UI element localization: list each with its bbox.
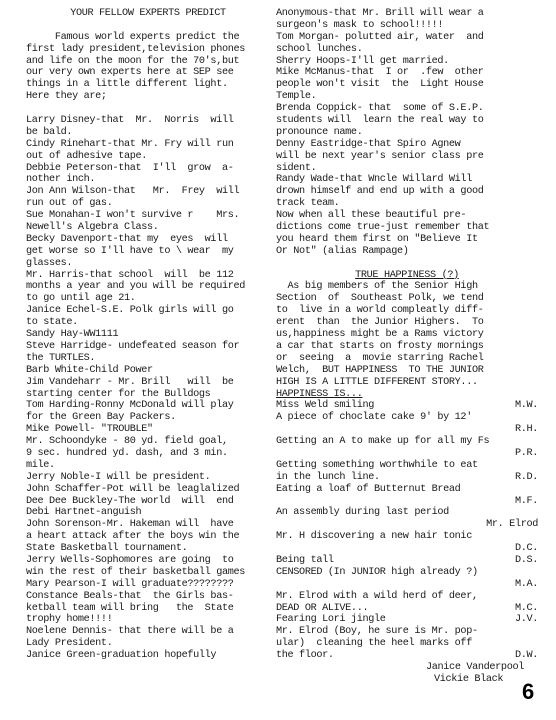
prediction-line: John Schaffer-Pot will be leaglalized — [26, 483, 240, 495]
right-column — [276, 8, 538, 686]
prediction-line: Janice Echel-S.E. Polk girls will go — [26, 305, 234, 317]
intro-line: Famous world experts predict the — [26, 31, 240, 43]
happiness-item-initials: R.D. — [514, 471, 538, 483]
happiness-intro-line: HIGH IS A LITTLE DIFFERENT STORY... — [276, 376, 478, 388]
prediction-line: Sue Monahan-I won't survive r Mrs. — [26, 210, 240, 222]
prediction-line: Mr. Harris-that school will be 112 — [26, 269, 234, 281]
happiness-item-initials: M.F. — [514, 495, 538, 507]
prediction-line: Noelene Dennis- that there will be a — [26, 626, 234, 638]
happiness-item-initials: P.R. — [514, 447, 538, 459]
intro-paragraph — [26, 32, 270, 103]
prediction-line: Anonymous-that Mr. Brill will wear a — [276, 8, 484, 19]
spacer — [276, 258, 538, 270]
prediction-line: track team. — [276, 198, 340, 210]
prediction-line: pronounce name. — [276, 126, 363, 138]
prediction-line: Cindy Rinehart-that Mr. Fry will run — [26, 138, 234, 150]
happiness-item — [276, 543, 538, 555]
prediction-line: drown himself and end up with a good — [276, 186, 484, 198]
prediction-line: Janice Green-graduation hopefully — [26, 650, 217, 662]
happiness-item-text: Miss Weld smiling — [276, 400, 374, 412]
happiness-item-initials: D.S. — [514, 554, 538, 566]
prediction-line: Becky Davenport-that my eyes will — [26, 233, 228, 245]
prediction-line: sident. — [276, 162, 317, 174]
happiness-item — [276, 591, 538, 603]
happiness-item — [276, 436, 538, 448]
spacer — [26, 20, 270, 32]
prediction-line: Lady President. — [26, 638, 113, 650]
happiness-item-initials: M.W. — [514, 400, 538, 412]
happiness-item — [276, 638, 538, 650]
happiness-item — [276, 567, 538, 579]
happiness-item — [276, 448, 538, 460]
prediction-line: Jerry Wells-Sophomores are going to — [26, 554, 234, 566]
happiness-item-text: An assembly during last period — [276, 507, 449, 519]
happiness-item-text: Mr. H discovering a new hair tonic — [276, 531, 472, 543]
happiness-intro-paragraph — [276, 281, 538, 388]
happiness-intro-line: As big members of the Senior High — [276, 281, 478, 293]
prediction-line: out of adhesive tape. — [26, 150, 148, 162]
prediction-line: students will learn the real way to — [276, 115, 484, 127]
happiness-item-text: Fearing Lori jingle — [276, 614, 386, 626]
intro-line: and life on the moon for the 70's,but — [26, 55, 240, 67]
prediction-line: Mike Powell- "TROUBLE" — [26, 424, 153, 436]
happiness-item-text: A piece of choclate cake 9' by 12' — [276, 412, 472, 424]
happiness-item — [276, 626, 538, 638]
happiness-item-text: Mr. Elrod (Boy, he sure is Mr. pop- — [276, 626, 478, 638]
happiness-item-text: Getting something worthwhile to eat — [276, 459, 478, 471]
prediction-line: be bald. — [26, 126, 73, 138]
prediction-line: Debi Hartnet-anguish — [26, 507, 142, 519]
prediction-line: glasses. — [26, 257, 73, 269]
happiness-item — [276, 614, 538, 626]
happiness-intro-line: Section of Southeast Polk, we tend — [276, 293, 484, 305]
prediction-line: Now when all these beautiful pre- — [276, 210, 467, 222]
prediction-line: Brenda Coppick- that some of S.E.P. — [276, 103, 484, 115]
prediction-line: win the rest of their basketball games — [26, 566, 246, 578]
prediction-line: Dee Dee Buckley-The world will end — [26, 495, 234, 507]
prediction-line: nother inch. — [26, 174, 96, 186]
spacer — [26, 103, 270, 115]
prediction-line: Jim Vandeharr - Mr. Brill will be — [26, 376, 234, 388]
happiness-item-initials: Mr. Elrod — [486, 519, 538, 531]
prediction-line: months a year and you will be required — [26, 281, 246, 293]
happiness-item-text: Eating a loaf of Butternut Bread — [276, 483, 461, 495]
prediction-line: to state. — [26, 317, 78, 329]
happiness-intro-line: or seeing a movie starring Rachel — [276, 352, 484, 364]
happiness-item — [276, 603, 538, 615]
intro-line: first lady president,television phones — [26, 43, 246, 55]
prediction-line: trophy home!!!! — [26, 614, 113, 626]
prediction-line: to go until age 21. — [26, 293, 136, 305]
prediction-line: school lunches. — [276, 43, 363, 55]
happiness-item-initials: M.A. — [514, 578, 538, 590]
prediction-line: Constance Beals-that the Girls bas- — [26, 590, 234, 602]
predictions-list — [26, 115, 270, 662]
happiness-item — [276, 412, 538, 424]
prediction-line: people won't visit the Light House — [276, 79, 484, 91]
happiness-intro-line: to live in a world compleatly diff- — [276, 305, 484, 317]
prediction-line: Sherry Hoops-I'll get married. — [276, 55, 449, 67]
happiness-list — [276, 400, 538, 662]
happiness-item — [276, 460, 538, 472]
prediction-line: Newell's Algebra Class. — [26, 222, 159, 234]
prediction-line: Sandy Hay-WW1111 — [26, 329, 119, 341]
author-name: Janice Vanderpool — [426, 661, 524, 673]
prediction-line: run out of gas. — [26, 198, 113, 210]
prediction-line: Randy Wade-that Wncle Willard Will — [276, 174, 472, 186]
prediction-line: Steve Harridge- undefeated season for — [26, 340, 240, 352]
prediction-line: Mary Pearson-I will graduate???????? — [26, 578, 234, 590]
prediction-line: State Basketball tournament. — [26, 543, 188, 555]
prediction-line: Mr. Schoondyke - 80 yd. field goal, — [26, 436, 228, 448]
happiness-item-initials: M.C. — [514, 602, 538, 614]
article-title: YOUR FELLOW EXPERTS PREDICT — [70, 8, 226, 19]
happiness-intro-line: Welch, BUT HAPPINESS TO THE JUNIOR — [276, 364, 484, 376]
happiness-item — [276, 531, 538, 543]
happiness-item — [276, 400, 538, 412]
prediction-line: starting center for the Bulldogs — [26, 388, 211, 400]
happiness-item — [276, 507, 538, 519]
happiness-item-text: the floor. — [276, 650, 334, 662]
happiness-item — [276, 519, 538, 531]
happiness-item-initials: D.W. — [514, 650, 538, 662]
happiness-item — [276, 496, 538, 508]
prediction-line: Tom Harding-Ronny McDonald will play — [26, 400, 234, 412]
prediction-line: Mike McManus-that I or .few other — [276, 67, 484, 79]
predictions-list-continued — [276, 8, 538, 258]
happiness-item-initials: D.C. — [514, 543, 538, 555]
happiness-item-text: Being tall — [276, 554, 334, 566]
prediction-line: 9 sec. hundred yd. dash, and 3 min. — [26, 447, 228, 459]
prediction-line: Jerry Noble-I will be president. — [26, 471, 211, 483]
happiness-intro-line: erent than the Junior Highers. To — [276, 317, 484, 329]
prediction-line: surgeon's mask to school!!!!! — [276, 19, 444, 31]
prediction-line: Jon Ann Wilson-that Mr. Frey will — [26, 186, 240, 198]
prediction-line: get worse so I'll have to \ wear my — [26, 245, 234, 257]
happiness-item — [276, 579, 538, 591]
prediction-line: John Sorenson-Mr. Hakeman will have — [26, 519, 234, 531]
prediction-line: Larry Disney-that Mr. Norris will — [26, 115, 234, 127]
page-number: 6 — [522, 679, 535, 704]
prediction-line: Tom Morgan- polutted air, water and — [276, 31, 484, 43]
happiness-item — [276, 650, 538, 662]
happiness-item-initials: R.H. — [514, 424, 538, 436]
prediction-line: ketball team will bring the State — [26, 602, 234, 614]
prediction-line: mile. — [26, 459, 55, 471]
happiness-item-initials: J.V. — [514, 614, 538, 626]
prediction-line: will be next year's senior class pre — [276, 150, 484, 162]
prediction-line: Temple. — [276, 91, 317, 103]
happiness-intro-line: us,happiness might be a Rams victory — [276, 329, 484, 341]
happiness-item — [276, 555, 538, 567]
left-column — [26, 8, 270, 662]
happiness-item-text: DEAD OR ALIVE... — [276, 602, 369, 614]
happiness-item-text: Mr. Elrod with a wild herd of deer, — [276, 590, 478, 602]
happiness-item — [276, 424, 538, 436]
prediction-line: the TURTLES. — [26, 352, 96, 364]
prediction-line: for the Green Bay Packers. — [26, 412, 176, 424]
happiness-item-text: CENSORED (In JUNIOR high already ?) — [276, 566, 478, 578]
prediction-line: a heart attack after the boys win the — [26, 531, 240, 543]
happiness-intro-line: a car that starts on frosty mornings — [276, 340, 484, 352]
happiness-item-text: Getting an A to make up for all my Fs — [276, 436, 490, 448]
happiness-item-text: ular) cleaning the heel marks off — [276, 638, 472, 650]
intro-line: Here they are; — [26, 91, 107, 103]
prediction-line: Or Not" (alias Rampage) — [276, 245, 409, 257]
prediction-line: Barb White-Child Power — [26, 364, 153, 376]
happiness-item — [276, 472, 538, 484]
happiness-item — [276, 484, 538, 496]
happiness-is-heading: HAPPINESS IS... — [276, 388, 363, 400]
intro-line: our very own experts here at SEP see — [26, 67, 234, 79]
prediction-line: you heard them first on "Believe It — [276, 233, 478, 245]
intro-line: things in a little different light. — [26, 79, 228, 91]
prediction-line: Denny Eastridge-that Spiro Agnew — [276, 138, 461, 150]
author-name: Vickie Black — [434, 673, 504, 685]
happiness-item-text: in the lunch line. — [276, 471, 380, 483]
prediction-line: Debbie Peterson-that I'll grow a- — [26, 162, 234, 174]
prediction-line: dictions come true-just remember that — [276, 222, 490, 234]
happiness-title: TRUE HAPPINESS (?) — [355, 269, 459, 281]
